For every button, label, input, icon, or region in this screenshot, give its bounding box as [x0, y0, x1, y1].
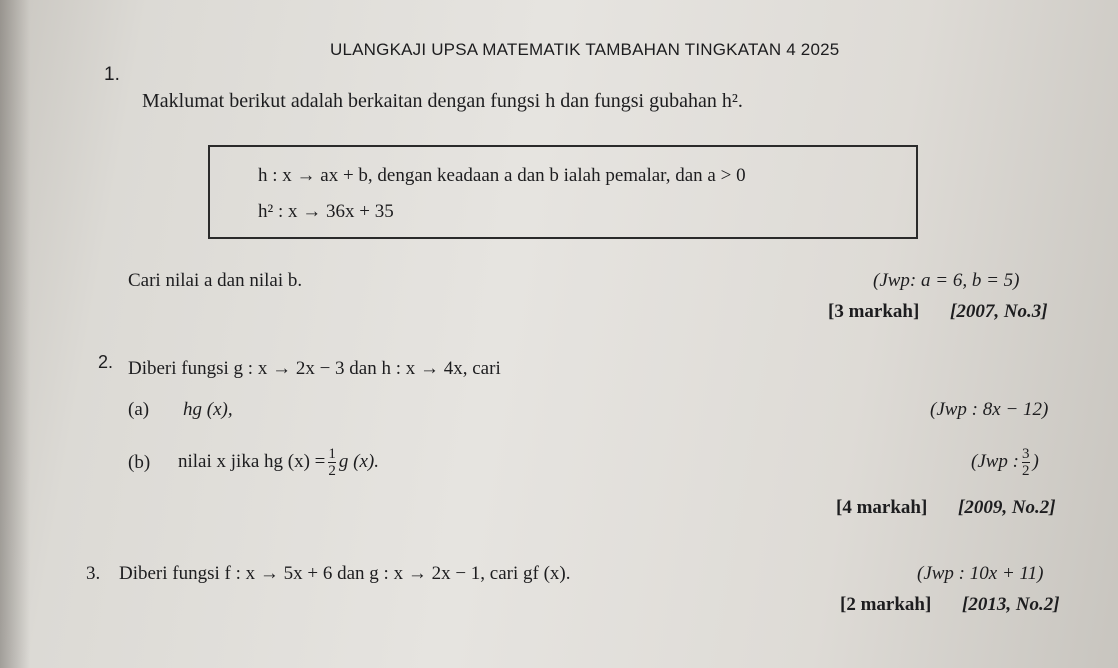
question-1-source: [2007, No.3] [950, 301, 1048, 322]
question-3-number: 3. [86, 563, 101, 584]
question-3-text: Diberi fungsi f : x → 5x + 6 dan g : x → 2x − 1, cari gf (x). [119, 563, 571, 584]
question-2a-label: (a) [128, 399, 150, 420]
question-1-function-h: h : x → ax + b, dengan keadaan a dan b ialah pemalar, dan a > 0 [258, 165, 746, 186]
question-1-function-h-squared: h² : x → 36x + 35 [258, 201, 394, 222]
question-2b-answer-post: ) [1032, 451, 1039, 472]
question-3-answer: (Jwp : 10x + 11) [917, 563, 1044, 584]
question-2b-answer-numerator: 3 [1022, 445, 1030, 462]
question-2b-expression [178, 445, 379, 479]
question-2a-text: hg (x), [183, 399, 233, 420]
question-2b-fraction-denominator: 2 [328, 462, 336, 479]
question-1-task: Cari nilai a dan nilai b. [128, 270, 303, 291]
question-1-answer: (Jwp: a = 6, b = 5) [873, 270, 1020, 291]
question-1-marks: [3 markah] [828, 301, 920, 322]
question-2b-fraction-numerator: 1 [328, 445, 336, 462]
question-2b-answer-pre: (Jwp : [971, 451, 1020, 472]
question-2-source: [2009, No.2] [958, 497, 1056, 518]
question-1-number: 1. [104, 64, 120, 85]
question-1-intro: Maklumat berikut adalah berkaitan dengan fungsi h dan fungsi gubahan h². [142, 90, 743, 112]
question-2b-answer-denominator: 2 [1022, 462, 1030, 479]
question-2-intro: Diberi fungsi g : x → 2x − 3 dan h : x → 4x, cari [128, 358, 501, 379]
question-3-marks: [2 markah] [840, 594, 932, 615]
question-2b-text-post: g (x). [338, 451, 379, 472]
question-1-info-box [208, 145, 918, 239]
question-2b-text-pre: nilai x jika hg (x) = [178, 451, 326, 472]
question-2b-label: (b) [128, 452, 151, 473]
question-2-marks: [4 markah] [836, 497, 928, 518]
question-2-number: 2. [98, 352, 114, 372]
worksheet-title: ULANGKAJI UPSA MATEMATIK TAMBAHAN TINGKATAN 4 2025 [330, 40, 840, 59]
page-edge-shadow [0, 0, 30, 668]
question-2a-answer: (Jwp : 8x − 12) [930, 399, 1049, 420]
question-2b-answer [971, 445, 1039, 479]
question-2b-answer-fraction [1022, 447, 1030, 478]
question-2b-fraction [328, 447, 336, 478]
question-3-source: [2013, No.2] [962, 594, 1060, 615]
